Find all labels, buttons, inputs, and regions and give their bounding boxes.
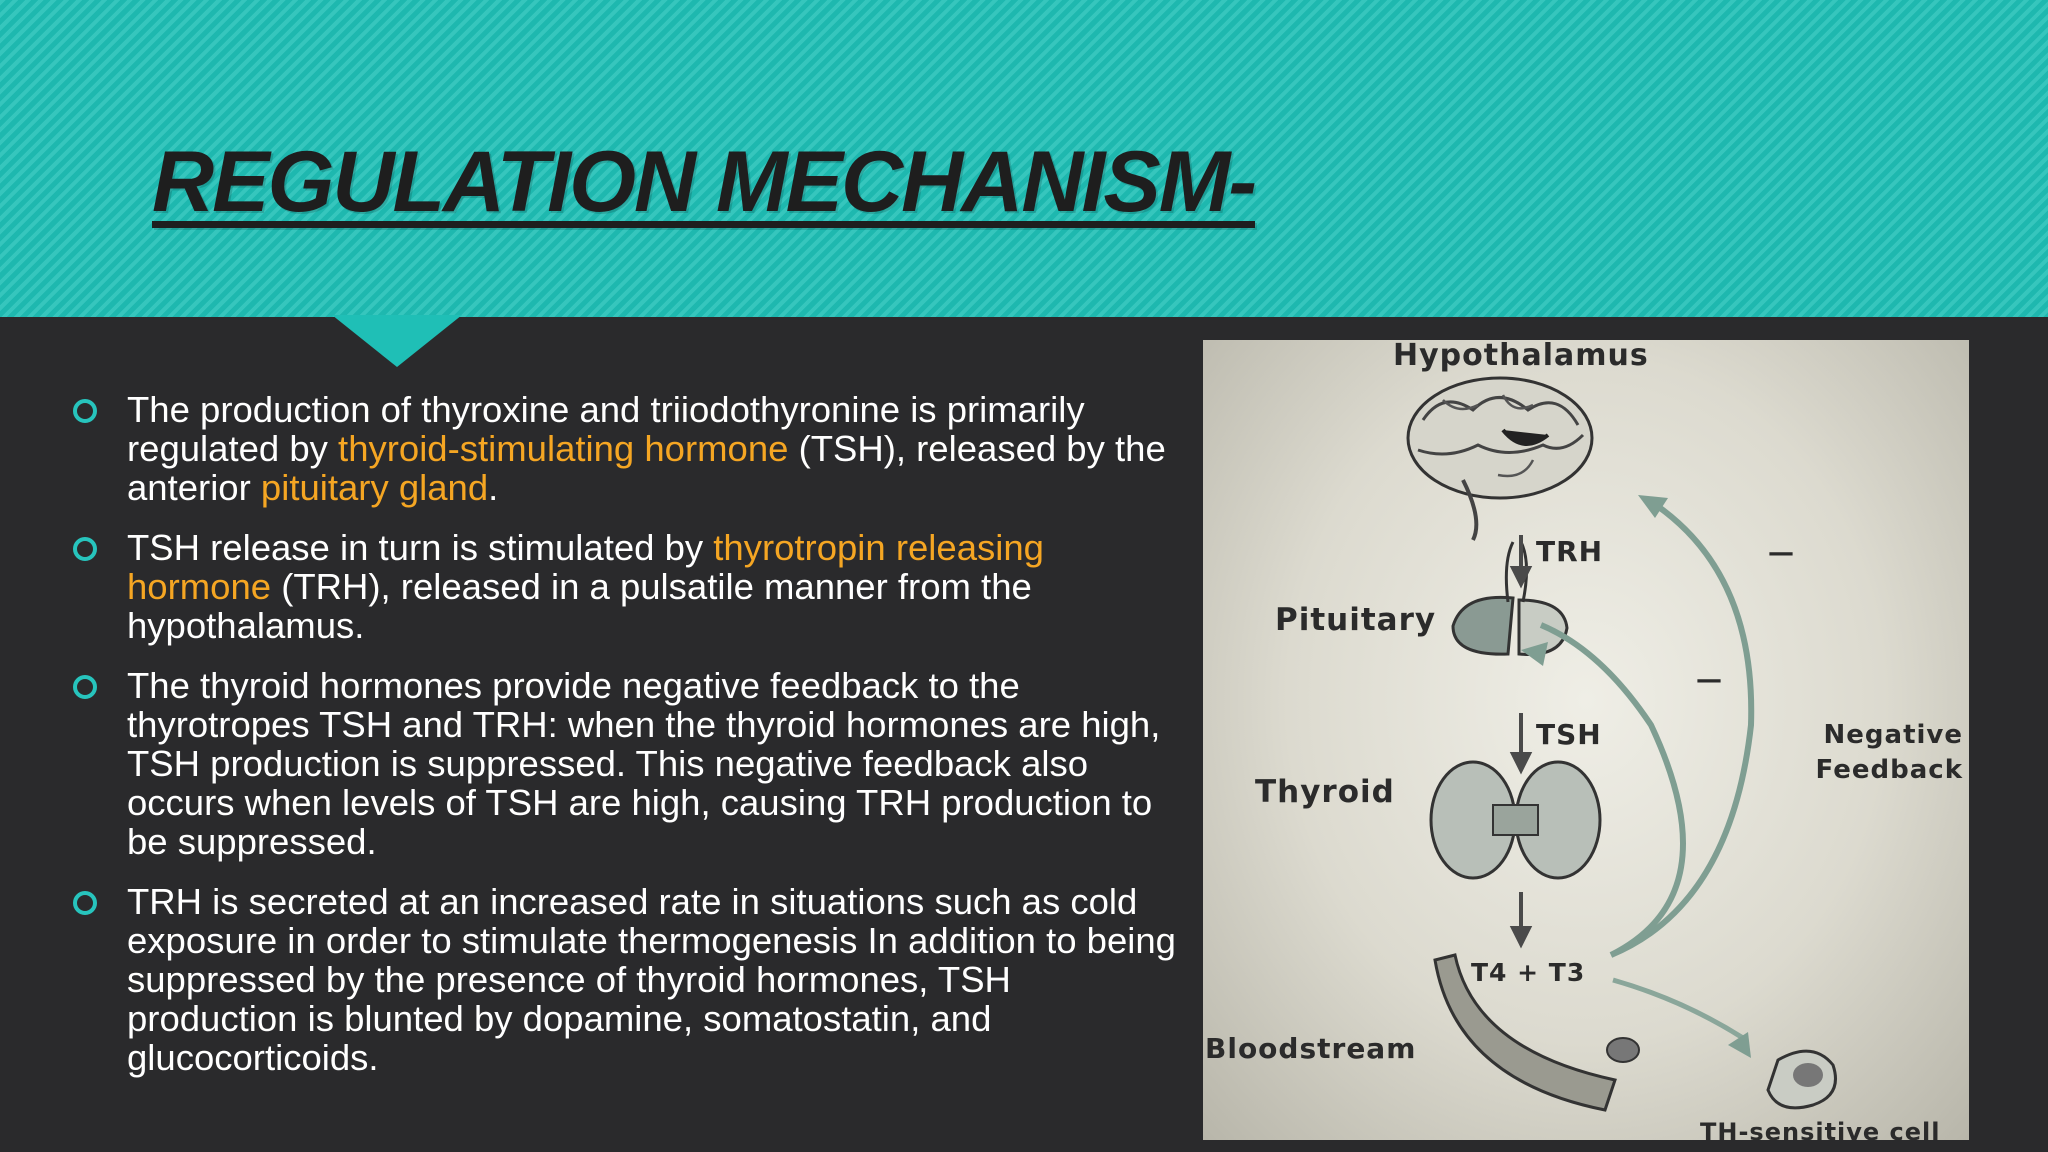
bullet-item — [70, 528, 1180, 645]
bullet-circle-icon — [73, 891, 97, 915]
bloodstream-label: Bloodstream — [1205, 1032, 1417, 1065]
th-sensitive-cell-label: TH-sensitive cell — [1700, 1118, 1941, 1140]
bullet-text: TRH is secreted at an increased rate in situations such as cold exposure in order to stimulate thermogenesis In addition to being suppressed by the presence of thyroid hormones, TSH production is blunted by dopamine, somatostatin, and glucocorticoids. — [127, 881, 1176, 1078]
minus-sign-outer: — — [1768, 538, 1795, 568]
thyroid-illustration — [1431, 762, 1600, 878]
bullet-circle-icon — [73, 537, 97, 561]
bullet-circle-icon — [73, 399, 97, 423]
bullet-circle-icon — [73, 675, 97, 699]
trh-label: TRH — [1536, 535, 1604, 568]
t4-t3-label: T4 + T3 — [1471, 958, 1586, 987]
pituitary-label: Pituitary — [1275, 602, 1437, 638]
negative-feedback-label: Negative Feedback — [1815, 720, 1963, 785]
bullet-list — [70, 390, 1180, 1098]
hypothalamus-label: Hypothalamus — [1393, 340, 1649, 373]
slide-title: REGULATION MECHANISM- — [152, 134, 1256, 230]
brain-illustration — [1408, 378, 1592, 540]
bullet-text: TSH release in turn is stimulated by thyrotropin releasing hormone (TRH), released in a pulsatile manner from the hypothalamus. — [127, 527, 1044, 646]
slide-header — [0, 0, 2048, 317]
thyroid-regulation-diagram — [1203, 340, 1969, 1140]
thyroid-label: Thyroid — [1255, 774, 1395, 810]
header-notch — [332, 315, 462, 367]
bullet-item — [70, 882, 1180, 1077]
minus-sign-inner: — — [1696, 665, 1723, 695]
bullet-item — [70, 666, 1180, 861]
cascade-arrows — [1513, 535, 1529, 944]
bullet-text: The thyroid hormones provide negative feedback to the thyrotropes TSH and TRH: when the thyroid hormones are high, TSH production is suppressed. This negative feedback also occurs when levels of TSH are high, causing TRH production to be suppressed. — [127, 665, 1161, 862]
target-cell-illustration — [1768, 1051, 1836, 1108]
bullet-item — [70, 390, 1180, 507]
tsh-label: TSH — [1536, 718, 1602, 751]
bullet-text: The production of thyroxine and triiodothyronine is primarily regulated by thyroid-stimulating hormone (TSH), released by the anterior pituitary gland. — [127, 389, 1166, 508]
